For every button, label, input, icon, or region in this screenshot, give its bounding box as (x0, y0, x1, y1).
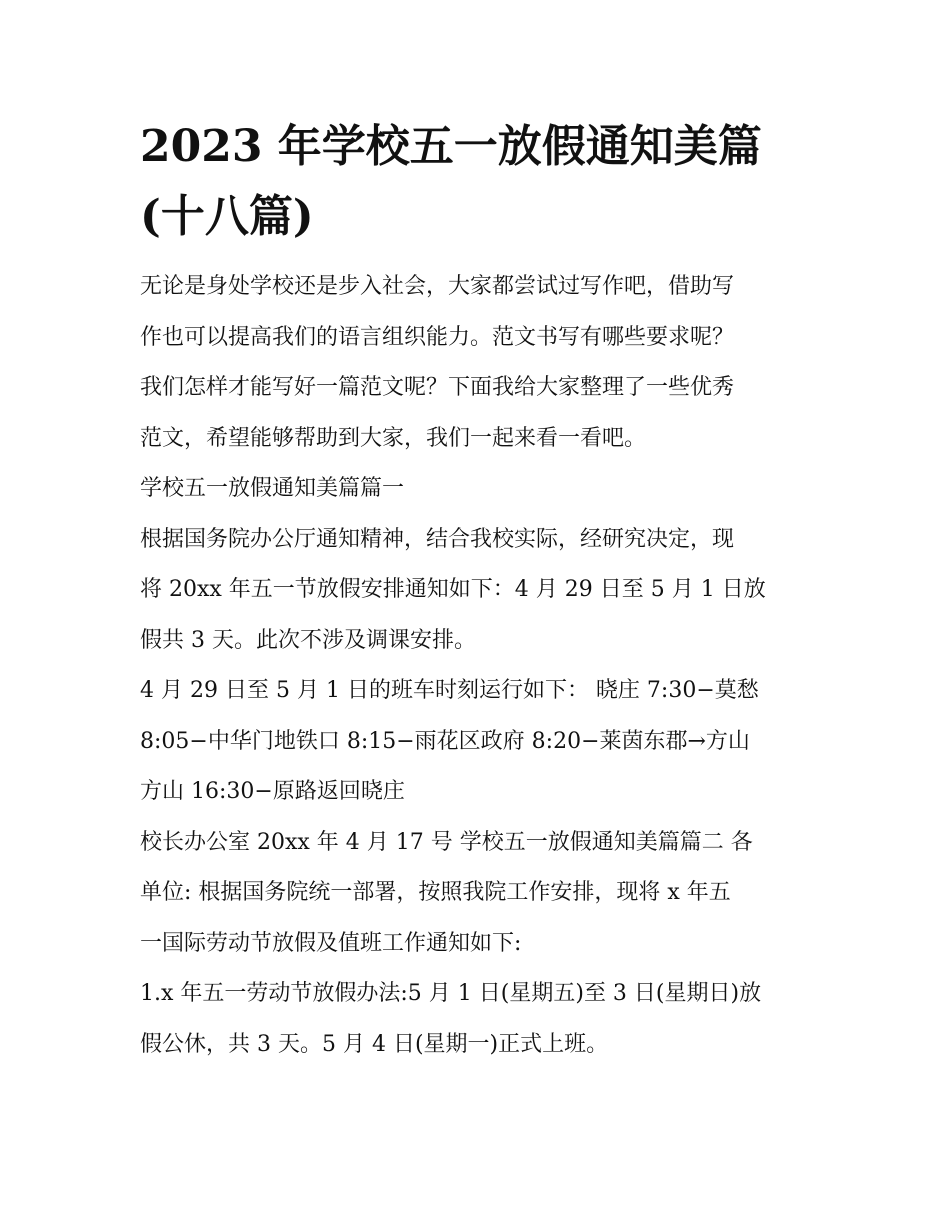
body-line: 一国际劳动节放假及值班工作通知如下: (140, 930, 522, 956)
body-line: 方山 16:30−原路返回晓庄 (140, 779, 405, 804)
section-heading: 学校五一放假通知美篇篇一 (140, 476, 405, 501)
body-line: 作也可以提高我们的语言组织能力。范文书写有哪些要求呢？ (140, 324, 735, 350)
document-page (140, 112, 820, 1070)
document-body (140, 262, 820, 1070)
body-line: 根据国务院办公厅通知精神，结合我校实际，经研究决定，现 (140, 526, 735, 552)
body-line: 1.x 年五一劳动节放假办法:5 月 1 日(星期五)至 3 日(星期日)放 (140, 981, 762, 1006)
body-line: 我们怎样才能写好一篇范文呢？下面我给大家整理了一些优秀 (140, 375, 735, 400)
title-line-2: (十八篇) (140, 191, 314, 242)
body-line: 假共 3 天。此次不涉及调课安排。 (140, 627, 476, 653)
body-line: 8:05−中华门地铁口 8:15−雨花区政府 8:20−莱茵东郡→方山 (140, 728, 750, 754)
body-line: 假公休，共 3 天。5 月 4 日(星期一)正式上班。 (140, 1031, 609, 1057)
document-title (140, 112, 812, 252)
title-line-1: 2023 年学校五一放假通知美篇 (140, 121, 762, 172)
body-line: 校长办公室 20xx 年 4 月 17 号 学校五一放假通知美篇篇二 各 (140, 829, 753, 855)
body-line: 4 月 29 日至 5 月 1 日的班车时刻运行如下： 晓庄 7:30−莫愁 (140, 678, 759, 703)
body-line: 单位: 根据国务院统一部署，按照我院工作安排，现将 x 年五 (140, 880, 731, 905)
body-line: 无论是身处学校还是步入社会，大家都尝试过写作吧，借助写 (140, 274, 735, 299)
body-line: 范文，希望能够帮助到大家，我们一起来看一看吧。 (140, 425, 647, 451)
body-line: 将 20xx 年五一节放假安排通知如下：4 月 29 日至 5 月 1 日放 (140, 577, 766, 602)
